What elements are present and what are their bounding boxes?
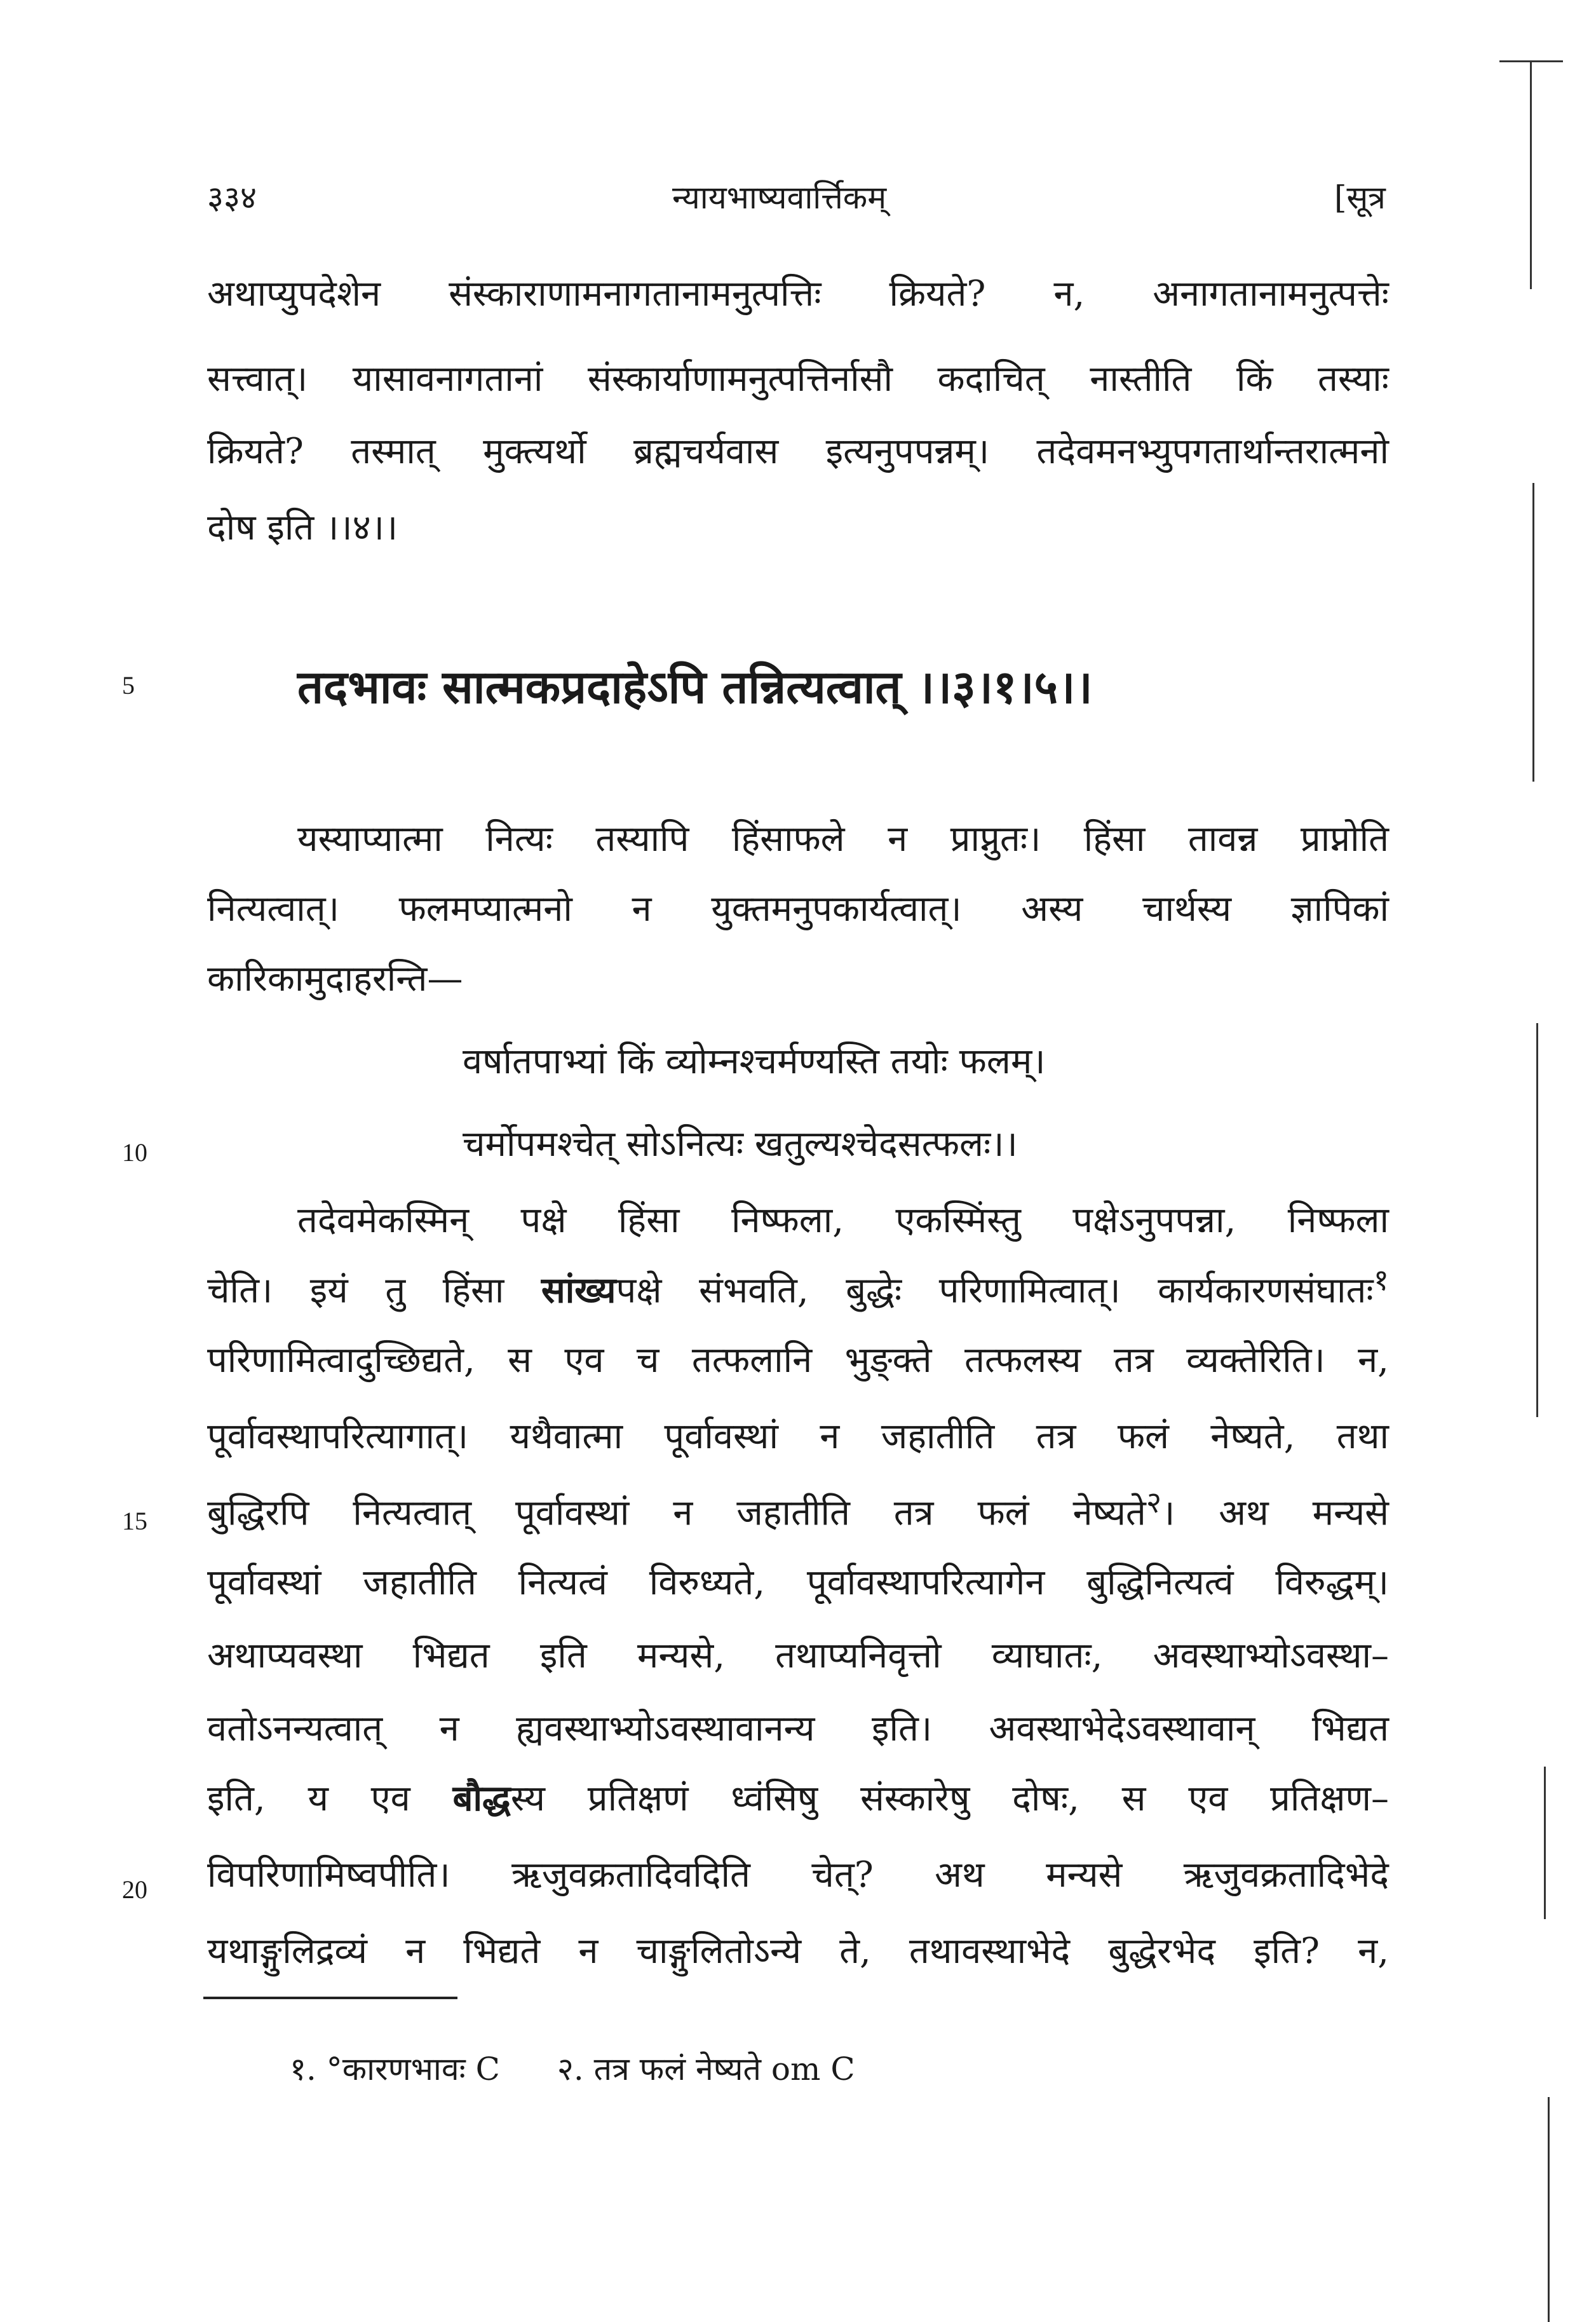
footnote-mark: १: [1373, 1263, 1389, 1298]
section-marker: [सूत्र: [1334, 179, 1386, 216]
scan-artifact: [1544, 1767, 1546, 1919]
running-title: न्यायभाष्यवार्त्तिकम्: [672, 179, 887, 216]
text-run: बुद्धिरपि नित्यत्वात् पूर्वावस्थां न जहातीति तत्र फलं नेष्यते: [207, 1492, 1146, 1534]
text-run: पक्षे संभवति, बुद्धेः परिणामित्वात्। कार्यकारणसंघातः: [616, 1270, 1374, 1312]
emphasis-bauddha: बौद्ध: [452, 1777, 511, 1819]
verse-line: चर्मोपमश्चेत् सोऽनित्यः खतुल्यश्चेदसत्फलः।।: [463, 1124, 1018, 1165]
paragraph-3-line: अथाप्यवस्था भिद्यत इति मन्यसे, तथाप्यनिवृत्तो व्याघातः, अवस्थाभ्योऽवस्था–: [207, 1635, 1389, 1676]
paragraph-1-line: क्रियते? तस्मात् मुक्त्यर्थो ब्रह्मचर्यवास इत्यनुपपन्नम्। तदेवमनभ्युपगतार्थान्तरात्मनो: [207, 431, 1389, 472]
footnote-rule: [203, 1997, 457, 1999]
paragraph-1-line: अथाप्युपदेशेन संस्काराणामनागतानामनुत्पत्तिः क्रियते? न, अनागतानामनुत्पत्तेः: [207, 273, 1389, 315]
paragraph-3-line: तदेवमेकस्मिन् पक्षे हिंसा निष्फला, एकस्मिंस्तु पक्षेऽनुपपन्ना, निष्फला: [297, 1200, 1389, 1241]
line-number: 15: [122, 1507, 147, 1535]
scan-artifact: [1532, 483, 1534, 782]
paragraph-3-line: [207, 1487, 1389, 1533]
line-number: 10: [122, 1138, 147, 1167]
scan-artifact: [1536, 1023, 1538, 1417]
scan-artifact: [1530, 60, 1532, 289]
line-number: 20: [122, 1875, 147, 1904]
text-run: स्य प्रतिक्षणं ध्वंसिषु संस्कारेषु दोषः, स एव प्रतिक्षण–: [510, 1778, 1389, 1819]
footnote-mark: २: [1146, 1486, 1162, 1520]
paragraph-3-line: [207, 1779, 1389, 1819]
paragraph-1-line: सत्त्वात्। यासावनागतानां संस्कार्याणामनुत्पत्तिर्नासौ कदाचित् नास्तीति किं तस्याः: [207, 358, 1389, 400]
footnote-1: १. °कारणभावः C: [290, 2051, 500, 2088]
sutra-heading: तदभावः सात्मकप्रदाहेऽपि तन्नित्यत्वात् ।।३।१।५।।: [297, 660, 1093, 714]
paragraph-3-line: पूर्वावस्थां जहातीति नित्यत्वं विरुध्यते, पूर्वावस्थापरित्यागेन बुद्धिनित्यत्वं विरुद्धम्।: [207, 1562, 1389, 1603]
paragraph-3-line: [207, 1265, 1389, 1310]
text-run: इति, य एव: [207, 1778, 453, 1819]
emphasis-samkhya: सांख्य: [541, 1269, 616, 1312]
paragraph-3-line: यथाङ्गुलिद्रव्यं न भिद्यते न चाङ्गुलितोऽन्ये ते, तथावस्थाभेदे बुद्धेरभेद इति? न,: [207, 1931, 1389, 1972]
line-number: 5: [122, 671, 135, 700]
text-run: चेति। इयं तु हिंसा: [207, 1270, 541, 1312]
paragraph-3-line: परिणामित्वादुच्छिद्यते, स एव च तत्फलानि भुङ्क्ते तत्फलस्य तत्र व्यक्तेरिति। न,: [207, 1340, 1389, 1381]
paragraph-2-line: नित्यत्वात्। फलमप्यात्मनो न युक्तमनुपकार्यत्वात्। अस्य चार्थस्य ज्ञापिकां: [207, 888, 1389, 930]
paragraph-3-line: पूर्वावस्थापरित्यागात्। यथैवात्मा पूर्वावस्थां न जहातीति तत्र फलं नेष्यते, तथा: [207, 1416, 1389, 1457]
paragraph-2-line: कारिकामुदाहरन्ति—: [207, 958, 463, 1000]
paragraph-2-line: यस्याप्यात्मा नित्यः तस्यापि हिंसाफले न प्राप्नुतः। हिंसा तावन्न प्राप्नोति: [297, 818, 1389, 860]
paragraph-3-line: वतोऽनन्यत्वात् न ह्यवस्थाभ्योऽवस्थावानन्य इति। अवस्थाभेदेऽवस्थावान् भिद्यत: [207, 1708, 1389, 1749]
scan-artifact: [1548, 2097, 1550, 2322]
footnotes: [290, 2046, 855, 2089]
paragraph-1-line: दोष इति ।।४।।: [207, 507, 398, 548]
page-number: ३३४: [207, 179, 257, 216]
paragraph-3-line: विपरिणामिष्वपीति। ऋजुवक्रतादिवदिति चेत्? अथ मन्यसे ऋजुवक्रतादिभेदे: [207, 1854, 1389, 1896]
text-run: । अथ मन्यसे: [1161, 1492, 1389, 1534]
footnote-2: २. तत्र फलं नेष्यते om C: [557, 2051, 855, 2088]
verse-line: वर्षातपाभ्यां किं व्योम्नश्चर्मण्यस्ति तयोः फलम्।: [463, 1041, 1046, 1082]
